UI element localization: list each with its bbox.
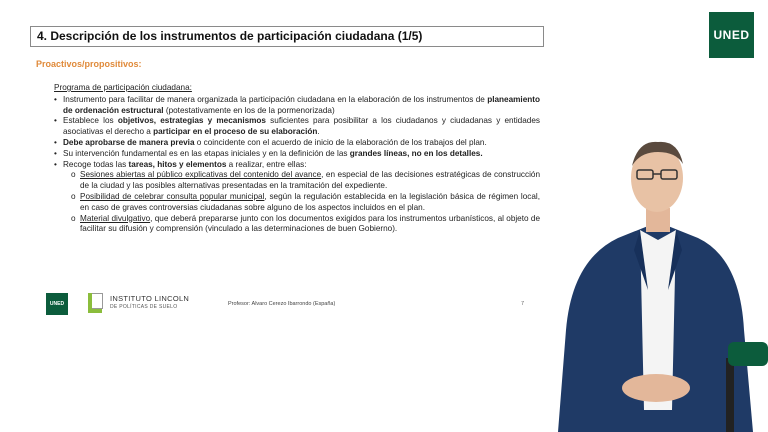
professor-credit: Profesor: Alvaro Cerezo Ibarrondo (España) — [228, 301, 336, 307]
main-bullet-list — [54, 95, 540, 235]
slide-content — [54, 83, 540, 235]
bullet-item: • Recoge todas las tareas, hitos y elementos a realizar, entre ellas: o Sesiones abiertas al público explicativas del contenido del avance, en especial de las decisiones estratégicas de construcción de la ciudad y las posibles alternativas presentadas en la tramitación del expediente. o Posibilidad de celebrar consulta popular municipal, según la regulación establecida en la legislación básica de régimen local, en caso de graves controversias ciudadanas sobre alguno de los aspectos incluidos en el plan. o Material divulgativo, que deberá prepararse junto con los documentos exigidos para los instrumentos urbanísticos, al objeto de facilitar su difusión y comprensión (vinculado a las determinaciones de buen Gobierno). — [63, 160, 540, 236]
presenter-hands — [622, 374, 690, 402]
bullet-item: • Su intervención fundamental es en las etapas iniciales y en la definición de las grandes líneas, no en los detalles. — [63, 149, 540, 160]
page-number: 7 — [521, 301, 525, 307]
lincoln-l-icon — [88, 293, 104, 313]
sub-bullet-list — [63, 170, 540, 235]
bullet-item: • Establece los objetivos, estrategias y mecanismos suficientes para posibilitar a los ciudadanos y ciudadanas y entidades asociativas el derecho a participar en el proceso de su elaboración. — [63, 116, 540, 138]
presenter-video — [548, 130, 768, 432]
lincoln-institute-logo — [88, 293, 189, 313]
lincoln-name: INSTITUTO LINCOLN — [110, 294, 190, 303]
slide-title: 4. Descripción de los instrumentos de participación ciudadana (1/5) — [30, 26, 544, 47]
program-title: Programa de participación ciudadana: — [54, 83, 192, 92]
lincoln-subtitle: DE POLÍTICAS DE SUELO — [110, 304, 178, 310]
sub-bullet-item: o Sesiones abiertas al público explicativas del contenido del avance, en especial de las decisiones estratégicas de construcción de la ciudad y las posibles alternativas presentadas en la tramitación del expediente. — [80, 170, 540, 192]
bullet-item: • Instrumento para facilitar de manera organizada la participación ciudadana en la elaboración de los instrumentos de planeamiento de ordenación estructural (potestativamente en los de la pormenorizada) — [63, 95, 540, 117]
sub-bullet-item: o Material divulgativo, que deberá prepararse junto con los documentos exigidos para los instrumentos urbanísticos, al objeto de facilitar su difusión y comprensión (vinculado a las determinaciones de buen Gobierno). — [80, 214, 540, 236]
slide-subtitle: Proactivos/propositivos: — [36, 59, 142, 69]
footer-uned-logo: UNED — [46, 293, 68, 315]
sub-bullet-item: o Posibilidad de celebrar consulta popular municipal, según la regulación establecida en la legislación básica de régimen local, en caso de graves controversias ciudadanas sobre alguno de los aspectos incluidos en el plan. — [80, 192, 540, 214]
uned-logo: UNED — [709, 12, 754, 58]
bullet-item: • Debe aprobarse de manera previa o coincidente con el acuerdo de inicio de la elaboración de los trabajos del plan. — [63, 138, 540, 149]
